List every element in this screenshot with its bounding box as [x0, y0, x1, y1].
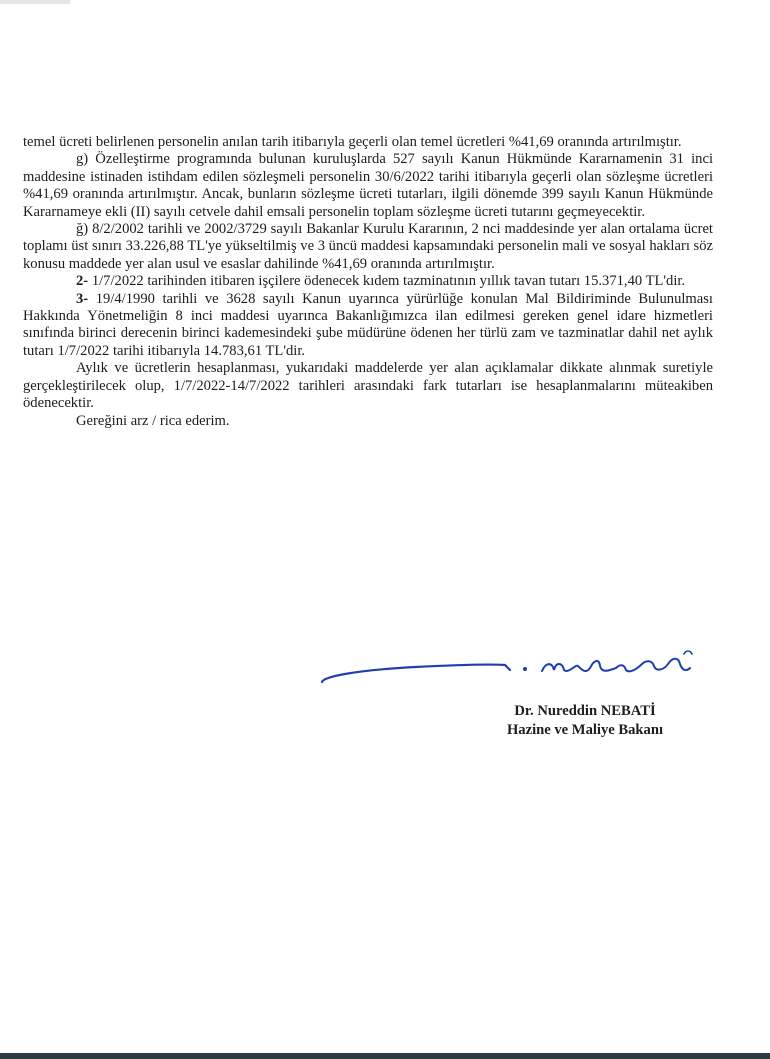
item-number-2: 2- [76, 273, 89, 290]
document-body [23, 134, 713, 430]
bottom-bar [0, 1053, 770, 1059]
paragraph-continuation: temel ücreti belirlenen personelin anılan tarih itibarıyla geçerli olan temel ücretleri %41,69 oranında artırılmıştır. [23, 134, 682, 150]
signer-name: Dr. Nureddin NEBATİ [514, 703, 656, 719]
paragraph-closing: Aylık ve ücretlerin hesaplanması, yukarıdaki maddelerde yer alan açıklamalar dikkate alınmak suretiyle gerçekleştirilecek olup, 1/7/2022-14/7/2022 tarihleri arasındaki fark tutarları ise hesaplanmalarını müteakiben ödenecektir. [23, 360, 713, 412]
paragraph-item-gbreve: ğ) 8/2/2002 tarihli ve 2002/3729 sayılı Bakanlar Kurulu Kararının, 2 nci maddesinde yer alan ortalama ücret toplamı üst sınırı 33.226,88 TL'ye yükseltilmiş ve 3 üncü maddesi kapsamındaki personelin mali ve sosyal hakları söz konusu maddede yer alan usul ve esaslar dahilinde %41,69 oranında artırılmıştır. [23, 221, 713, 272]
paragraph-item-3 [23, 291, 713, 361]
paragraph-request: Gereğini arz / rica ederim. [76, 412, 230, 429]
paragraph-item-2 [23, 273, 713, 290]
item-3-text: 19/4/1990 tarihli ve 3628 sayılı Kanun uyarınca yürürlüğe konulan Mal Bildiriminde Bulunulması Hakkında Yönetmeliğin 8 inci maddesi uyarınca Bakanlığımızca ilan edilmesi gereken genel idare hizmetleri sınıfında birinci derecenin birinci kademesindeki şube müdürüne ödenen her türlü zam ve tazminatlar dahil net aylık tutarı 1/7/2022 tarihi itibarıyla 14.783,61 TL'dir. [23, 290, 713, 359]
signature-block [460, 702, 710, 740]
signer-title: Hazine ve Maliye Bakanı [506, 722, 664, 738]
paragraph-item-g: g) Özelleştirme programında bulunan kuruluşlarda 527 sayılı Kanun Hükmünde Kararnamenin 31 inci maddesine istinaden istihdam edilen sözleşmeli personelin 30/6/2022 tarihi itibarıyla geçerli olan sözleşme ücretleri %41,69 oranında artırılmıştır. Ancak, bunların sözleşme ücreti tutarları, ilgili dönemde 399 sayılı Kanun Hükmünde Kararnameye ekli (II) sayılı cetvele dahil emsali personelin toplam sözleşme ücreti tutarını geçmeyecektir. [23, 151, 713, 220]
handwritten-signature [320, 640, 710, 700]
item-number-3: 3- [76, 290, 89, 307]
top-edge-strip [0, 0, 70, 4]
item-2-text: 1/7/2022 tarihinden itibaren işçilere ödenecek kıdem tazminatının yıllık tavan tutarı 15.371,40 TL'dir. [88, 273, 686, 290]
